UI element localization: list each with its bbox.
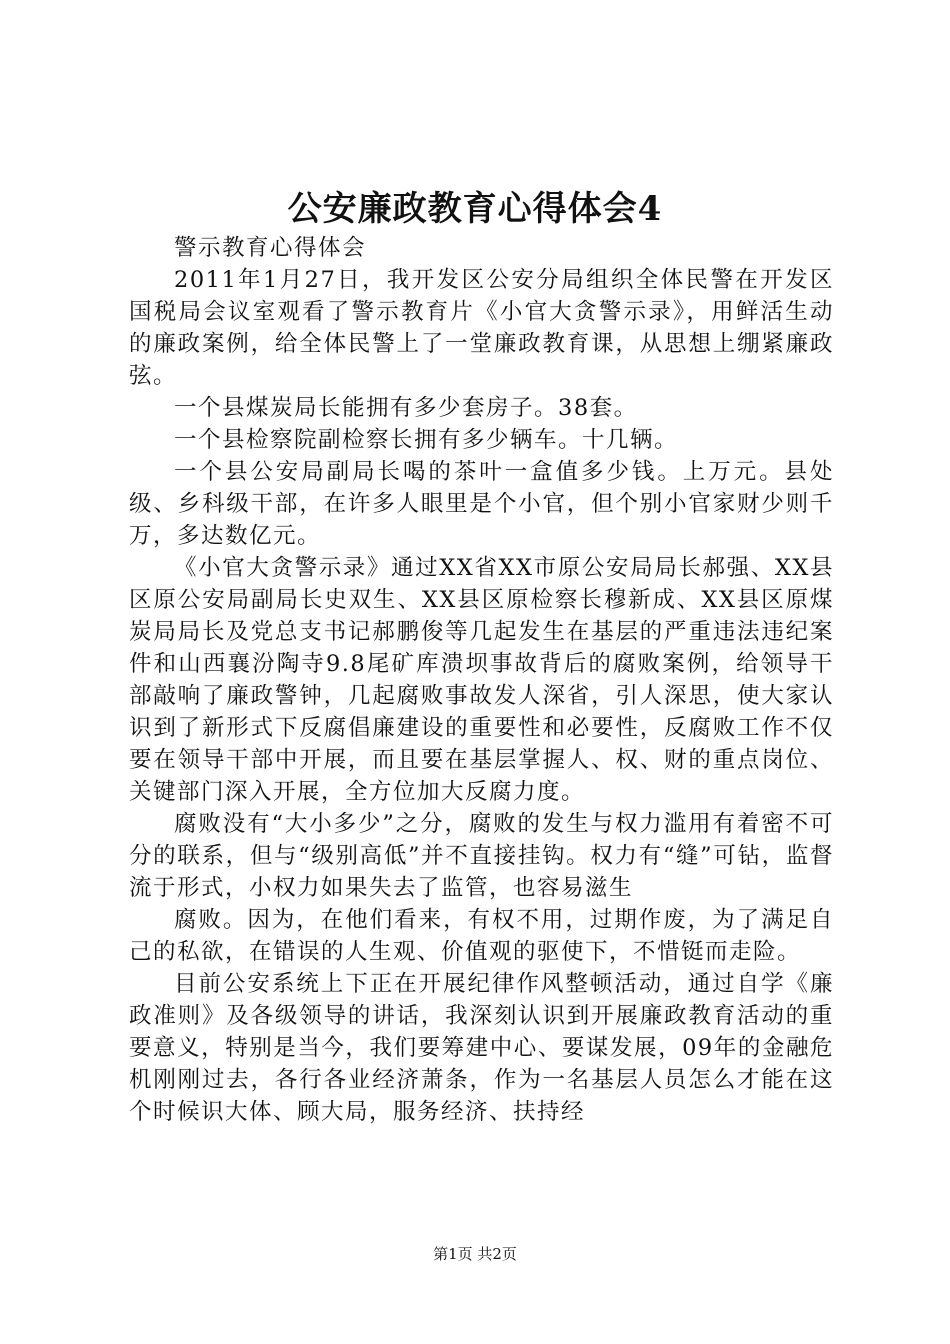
document-title: 公安廉政教育心得体会4 [287, 189, 663, 229]
paragraph: 一个县检察院副检察长拥有多少辆车。十几辆。 [174, 427, 679, 453]
paragraph: 目前公安系统上下正在开展纪律作风整顿活动，通过自学《廉政准则》及各级领导的讲话，我深刻认识到开展廉政教育活动的重要意义，特别是当今，我们要筹建中心、要谋发展，09年的金融危机刚刚过去，各行各业经济萧条，作为一名基层人员怎么才能在这个时候识大体、顾大局，服务经济、扶持经 [129, 971, 834, 1125]
paragraph-subtitle: 警示教育心得体会 [174, 235, 367, 261]
paragraph: 一个县公安局副局长喝的茶叶一盒值多少钱。上万元。县处级、乡科级干部，在许多人眼里是个小官，但个别小官家财少则千万，多达数亿元。 [129, 459, 834, 549]
document-body [129, 232, 834, 1128]
paragraph: 腐败。因为，在他们看来，有权不用，过期作废，为了满足自己的私欲，在错误的人生观、价值观的驱使下，不惜铤而走险。 [129, 907, 834, 965]
page-footer: 第1页 共2页 [433, 1245, 517, 1263]
paragraph: 一个县煤炭局长能拥有多少套房子。38套。 [174, 395, 638, 421]
paragraph: 2011年1月27日，我开发区公安分局组织全体民警在开发区国税局会议室观看了警示教育片《小官大贪警示录》，用鲜活生动的廉政案例，给全体民警上了一堂廉政教育课，从思想上绷紧廉政弦。 [129, 267, 834, 389]
paragraph: 腐败没有“大小多少”之分，腐败的发生与权力滥用有着密不可分的联系，但与“级别高低”并不直接挂钩。权力有“缝”可钻，监督流于形式，小权力如果失去了监管，也容易滋生 [129, 811, 834, 901]
paragraph: 《小官大贪警示录》通过XX省XX市原公安局局长郝强、XX县区原公安局副局长史双生、XX县区原检察长穆新成、XX县区原煤炭局局长及党总支书记郝鹏俊等几起发生在基层的严重违法违纪案件和山西襄汾陶寺9.8尾矿库溃坝事故背后的腐败案例，给领导干部敲响了廉政警钟，几起腐败事故发人深省，引人深思，使大家认识到了新形式下反腐倡廉建设的重要性和必要性，反腐败工作不仅要在领导干部中开展，而且要在基层掌握人、权、财的重点岗位、关键部门深入开展，全方位加大反腐力度。 [129, 555, 834, 805]
